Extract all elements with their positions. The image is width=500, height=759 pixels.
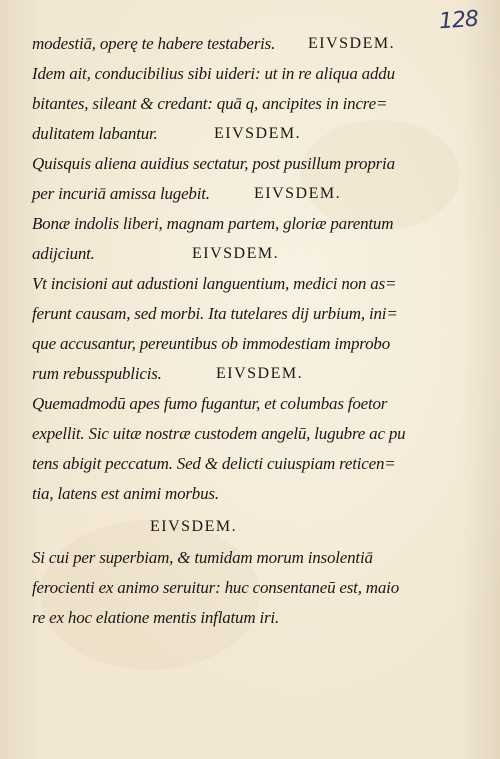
section-heading: EIVSDEM. <box>308 35 396 52</box>
text-line: Quisquis aliena auidius sectatur, post pusillum propria <box>32 154 395 173</box>
folio-number: 128 <box>438 6 479 35</box>
text-line: Quemadmodū apes fumo fugantur, et columbas foetor <box>32 394 388 413</box>
section-heading: EIVSDEM. <box>216 365 304 382</box>
text-line: expellit. Sic uitæ nostræ custodem angelū, lugubre ac pu <box>32 424 406 443</box>
text-line: Si cui per superbiam, & tumidam morum insolentiā <box>32 548 373 567</box>
text-line: Bonæ indolis liberi, magnam partem, gloriæ parentum <box>32 214 394 233</box>
text-line: re ex hoc elatione mentis inflatum iri. <box>32 608 279 627</box>
text-line: Vt incisioni aut adustioni languentium, medici non as= <box>32 274 397 293</box>
text-line: bitantes, sileant & credant: quā q, ancipites in incre= <box>32 94 388 113</box>
section-heading: EIVSDEM. <box>192 245 280 262</box>
text-line: ferocienti ex animo seruitur: huc consentaneū est, maio <box>32 578 400 597</box>
text-line: adijciunt. <box>32 244 95 263</box>
text-line: modestiā, operę te habere testaberis. <box>32 34 276 53</box>
text-line: dulitatem labantur. <box>32 124 158 143</box>
section-heading: EIVSDEM. <box>254 185 342 202</box>
text-line: tens abigit peccatum. Sed & delicti cuiuspiam reticen= <box>32 454 396 473</box>
text-line: rum rebusspublicis. <box>32 364 162 383</box>
section-heading: EIVSDEM. <box>214 125 302 142</box>
text-line: Idem ait, conducibilius sibi uideri: ut in re aliqua addu <box>32 64 395 83</box>
text-line: ferunt causam, sed morbi. Ita tutelares dij urbium, ini= <box>32 304 398 323</box>
section-heading: EIVSDEM. <box>150 518 238 535</box>
text-line: per incuriā amissa lugebit. <box>32 184 210 203</box>
text-line: que accusantur, pereuntibus ob immodestiam improbo <box>32 334 390 353</box>
text-line: tia, latens est animi morbus. <box>32 484 219 503</box>
